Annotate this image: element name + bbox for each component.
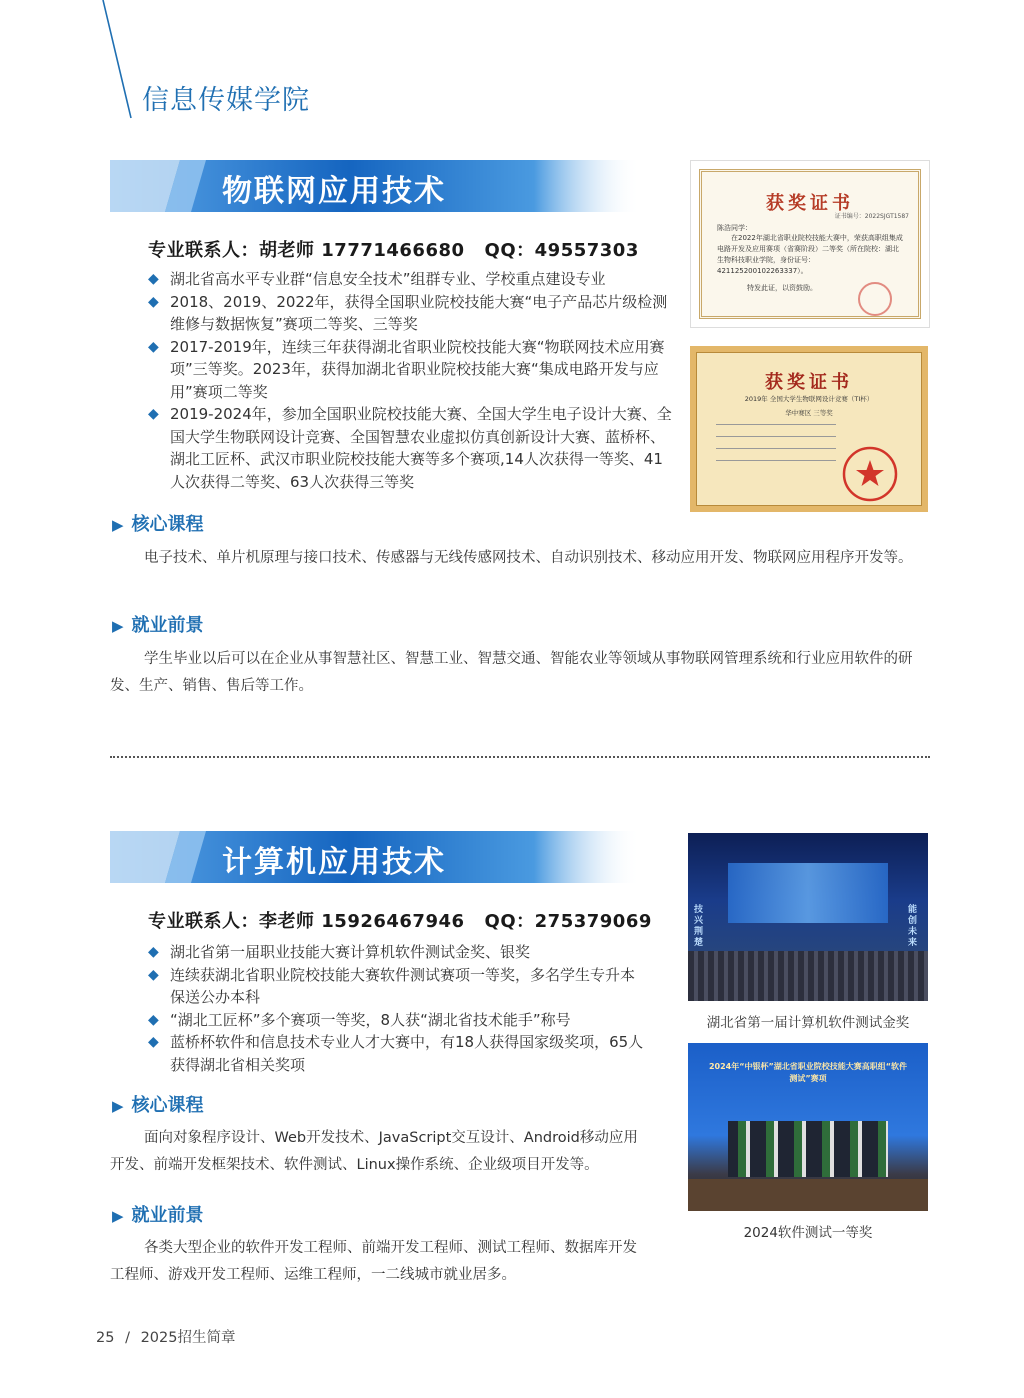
triangle-bullet-icon: ▶ xyxy=(112,516,124,534)
highlights-list xyxy=(148,941,648,1076)
list-item: ◆ “湖北工匠杯”多个赛项一等奖，8人获“湖北省技术能手”称号 xyxy=(148,1009,648,1032)
major-banner-iot xyxy=(110,160,640,212)
list-item: ◆ 蓝桥杯软件和信息技术专业人才大赛中，有18人获得国家级奖项，65人获得湖北省相关奖项 xyxy=(148,1033,644,1074)
triangle-bullet-icon: ▶ xyxy=(112,617,124,635)
core-courses-text: 电子技术、单片机原理与接口技术、传感器与无线传感网技术、自动识别技术、移动应用开发、物联网应用程序开发等。 xyxy=(144,550,913,566)
page-number: 25 xyxy=(96,1330,115,1346)
core-courses-text: 面向对象程序设计、Web开发技术、JavaScript交互设计、Android移动应用开发、前端开发框架技术、软件测试、Linux操作系统、企业级项目开发等。 xyxy=(110,1130,638,1173)
award-photo xyxy=(688,1043,928,1211)
major-title: 物联网应用技术 xyxy=(222,174,446,209)
list-item: ◆ 湖北省高水平专业群“信息安全技术”组群专业、学校重点建设专业 xyxy=(148,268,676,291)
core-courses-heading: ▶ 核心课程 xyxy=(112,514,204,535)
diamond-bullet-icon: ◆ xyxy=(148,944,159,960)
career-text: 学生毕业以后可以在企业从事智慧社区、智慧工业、智慧交通、智能农业等领域从事物联网管理系统和行业应用软件的研发、生产、销售、售后等工作。 xyxy=(110,651,913,694)
major-banner-computer xyxy=(110,831,640,883)
footer-separator: / xyxy=(125,1330,130,1346)
contact-qq: QQ：275379069 xyxy=(484,911,652,932)
certificate-number: 证书编号：2022SJGT1587 xyxy=(834,213,909,220)
certificate-image xyxy=(690,160,930,328)
page-footer xyxy=(96,1326,235,1347)
diamond-bullet-icon: ◆ xyxy=(148,1034,159,1050)
certificate-salutation: 陈浩同学： xyxy=(717,224,752,232)
certificate-subtitle: 2019年 全国大学生物联网设计竞赛（TI杯） xyxy=(744,395,874,403)
triangle-bullet-icon: ▶ xyxy=(112,1097,124,1115)
list-item: ◆ 2018、2019、2022年，获得全国职业院校技能大赛“电子产品芯片级检测维修与数据恢复”赛项二等奖、三等奖 xyxy=(148,292,668,333)
core-courses-heading: ▶ 核心课程 xyxy=(112,1095,204,1116)
contact-qq: QQ：49557303 xyxy=(484,240,639,261)
certificate-body: 在2022年湖北省职业院校技能大赛中，荣获高职组集成电路开发及应用赛项（省赛阶段）二等奖（所在院校：湖北生物科技职业学院，身份证号：421125200102263337）。 xyxy=(717,234,903,275)
diamond-bullet-icon: ◆ xyxy=(148,271,159,287)
contact-line xyxy=(148,236,639,262)
certificate-closing: 特发此证，以资鼓励。 xyxy=(747,284,817,292)
photo-caption: 2024软件测试一等奖 xyxy=(743,1225,873,1241)
college-title: 信息传媒学院 xyxy=(142,85,310,116)
career-heading: ▶ 就业前景 xyxy=(112,1205,204,1226)
footer-title: 2025招生简章 xyxy=(140,1330,236,1346)
diamond-bullet-icon: ◆ xyxy=(148,1011,159,1028)
left-banner: 技兴荆楚 xyxy=(694,905,704,948)
red-seal-icon xyxy=(855,279,895,319)
red-seal-icon xyxy=(840,444,900,504)
list-item: ◆ 湖北省第一届职业技能大赛计算机软件测试金奖、银奖 xyxy=(148,941,648,964)
section-divider xyxy=(110,756,930,758)
highlights-list xyxy=(148,268,676,493)
right-banner: 能创未来 xyxy=(908,905,918,948)
diamond-bullet-icon: ◆ xyxy=(148,406,159,422)
certificate-image xyxy=(690,346,928,512)
contact-person: 专业联系人：李老师 15926467946 xyxy=(148,911,465,932)
list-item: ◆ 2017-2019年，连续三年获得湖北省职业院校技能大赛“物联网技术应用赛项”三等奖。2023年，获得加湖北省职业院校技能大赛“集成电路开发与应用”赛项二等奖 xyxy=(148,337,665,401)
decorative-line xyxy=(0,0,160,130)
list-item: ◆ 2019-2024年，参加全国职业院校技能大赛、全国大学生电子设计大赛、全国大学生物联网设计竞赛、全国智慧农业虚拟仿真创新设计大赛、蓝桥杯、湖北工匠杯、武汉市职业院校技能大赛等多个赛项,14人次获得一等奖、41人次获得二等奖、63人次获得三等奖 xyxy=(148,405,672,491)
diamond-bullet-icon: ◆ xyxy=(148,966,159,983)
photo-caption: 湖北省第一届计算机软件测试金奖 xyxy=(706,1015,910,1031)
certificate-title: 获奖证书 xyxy=(765,372,853,393)
certificate-title: 获奖证书 xyxy=(766,193,854,214)
triangle-bullet-icon: ▶ xyxy=(112,1207,124,1225)
contact-person: 专业联系人：胡老师 17771466680 xyxy=(148,240,465,261)
career-text: 各类大型企业的软件开发工程师、前端开发工程师、测试工程师、数据库开发工程师、游戏开发工程师、运维工程师，一二线城市就业居多。 xyxy=(110,1240,637,1283)
certificate-award: 华中赛区 三等奖 xyxy=(785,409,833,417)
diamond-bullet-icon: ◆ xyxy=(148,338,159,355)
contact-line xyxy=(148,907,652,933)
diamond-bullet-icon: ◆ xyxy=(148,293,159,310)
list-item: ◆ 连续获湖北省职业院校技能大赛软件测试赛项一等奖，多名学生专升本保送公办本科 xyxy=(148,965,636,1006)
career-heading: ▶ 就业前景 xyxy=(112,615,204,636)
stage-text: 2024年“中银杯”湖北省职业院校技能大赛高职组“软件测试”赛项 xyxy=(708,1062,908,1083)
competition-photo xyxy=(688,833,928,1001)
major-title: 计算机应用技术 xyxy=(222,845,446,880)
